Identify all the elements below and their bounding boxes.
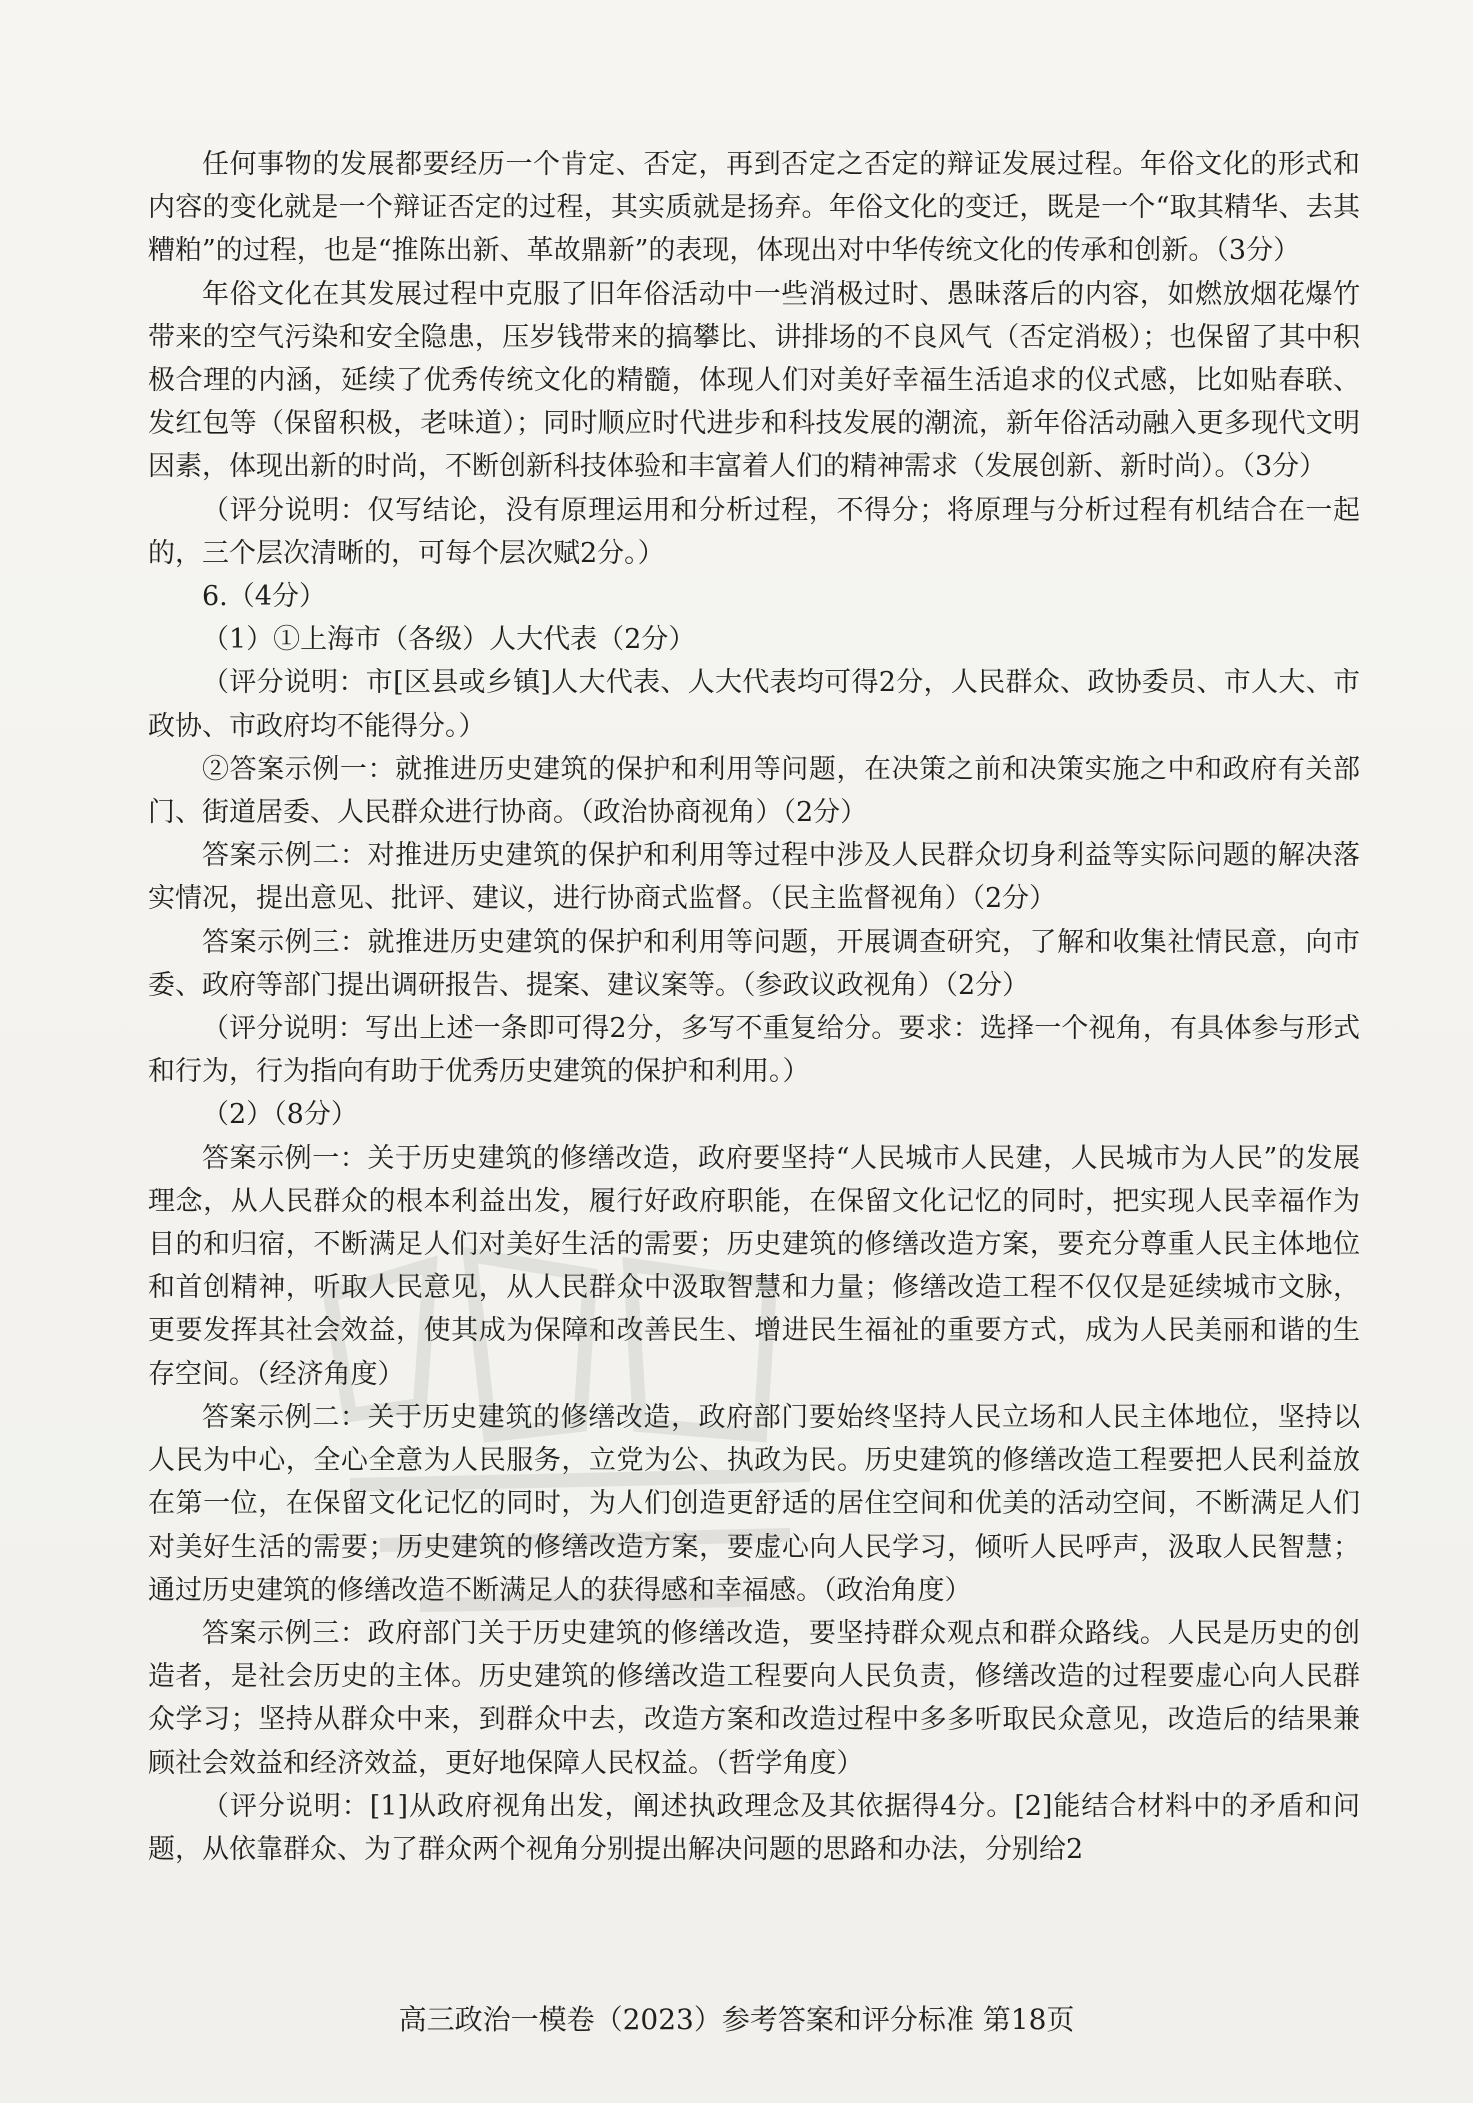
paragraph-example-two-political: 答案示例二：关于历史建筑的修缮改造，政府部门要始终坚持人民立场和人民主体地位，坚持以人民为中心，全心全意为人民服务，立党为公、执政为民。历史建筑的修缮改造工程要把人民利益放在第一位，在保留文化记忆的同时，为人们创造更舒适的居住空间和优美的活动空间，不断满足人们对美好生活的需要；历史建筑的修缮改造方案，要虚心向人民学习，倾听人民呼声，汲取人民智慧；通过历史建筑的修缮改造不断满足人的获得感和幸福感。（政治角度） <box>148 1401 1360 1606</box>
paragraph-example-two-democratic-supervision: 答案示例二：对推进历史建筑的保护和利用等过程中涉及人民群众切身利益等实际问题的解决落实情况，提出意见、批评、建议，进行协商式监督。（民主监督视角）（2分） <box>148 840 1360 915</box>
question-6-2-heading: （2）（8分） <box>202 1099 358 1131</box>
paragraph-scoring-note-6-2: （评分说明：[1]从政府视角出发，阐述执政理念及其依据得4分。[2]能结合材料中的矛盾和问题，从依靠群众、为了群众两个视角分别提出解决问题的思路和办法，分别给2 <box>148 1790 1360 1865</box>
question-6-heading: 6.（4分） <box>202 581 326 613</box>
paragraph-scoring-note-6-1-2: （评分说明：写出上述一条即可得2分，多写不重复给分。要求：选择一个视角，有具体参与形式和行为，行为指向有助于优秀历史建筑的保护和利用。） <box>148 1013 1360 1088</box>
paragraph-example-one-political-consultation: ②答案示例一：就推进历史建筑的保护和利用等问题，在决策之前和决策实施之中和政府有关部门、街道居委、人民群众进行协商。（政治协商视角）（2分） <box>148 753 1360 829</box>
paragraph-scoring-note-6-1: （评分说明：市[区县或乡镇]人大代表、人大代表均可得2分，人民群众、政协委员、市人大、市政协、市政府均不能得分。） <box>148 667 1360 742</box>
paragraph-example-three-philosophy: 答案示例三：政府部门关于历史建筑的修缮改造，要坚持群众观点和群众路线。人民是历史的创造者，是社会历史的主体。历史建筑的修缮改造工程要向人民负责，修缮改造的过程要虚心向人民群众学习；坚持从群众中来，到群众中去，改造方案和改造过程中多多听取民众意见，改造后的结果兼顾社会效益和经济效益，更好地保障人民权益。（哲学角度） <box>148 1617 1360 1779</box>
paragraph-example-one-economic: 答案示例一：关于历史建筑的修缮改造，政府要坚持“人民城市人民建，人民城市为人民”的发展理念，从人民群众的根本利益出发，履行好政府职能，在保留文化记忆的同时，把实现人民幸福作为目的和归宿，不断满足人们对美好生活的需要；历史建筑的修缮改造方案，要充分尊重人民主体地位和首创精神，听取人民意见，从人民群众中汲取智慧和力量；修缮改造工程不仅仅是延续城市文脉，更要发挥其社会效益，使其成为保障和改善民生、增进民生福祉的重要方式，成为人民美丽和谐的生存空间。（经济角度） <box>148 1142 1360 1390</box>
paragraph-new-year-custom-development: 年俗文化在其发展过程中克服了旧年俗活动中一些消极过时、愚昧落后的内容，如燃放烟花爆竹带来的空气污染和安全隐患，压岁钱带来的搞攀比、讲排场的不良风气（否定消极）；也保留了其中积极合理的内涵，延续了优秀传统文化的精髓，体现人们对美好幸福生活追求的仪式感，比如贴春联、发红包等（保留积极，老味道）；同时顺应时代进步和科技发展的潮流，新年俗活动融入更多现代文明因素，体现出新的时尚，不断创新科技体验和丰富着人们的精神需求（发展创新、新时尚）。（3分） <box>148 278 1360 483</box>
question-6-1-answer: （1）①上海市（各级）人大代表（2分） <box>202 624 696 656</box>
paragraph-dialectical-negation: 任何事物的发展都要经历一个肯定、否定，再到否定之否定的辩证发展过程。年俗文化的形式和内容的变化就是一个辩证否定的过程，其实质就是扬弃。年俗文化的变迁，既是一个“取其精华、去其糟粕”的过程，也是“推陈出新、革故鼎新”的表现，体现出对中华传统文化的传承和创新。（3分） <box>148 149 1360 267</box>
answer-content <box>148 143 1360 1871</box>
paragraph-scoring-note-5: （评分说明：仅写结论，没有原理运用和分析过程，不得分；将原理与分析过程有机结合在一起的，三个层次清晰的，可每个层次赋2分。） <box>148 494 1360 569</box>
page-footer: 高三政治一模卷（2023）参考答案和评分标准 第18页 <box>398 2003 1075 2036</box>
paragraph-example-three-participation: 答案示例三：就推进历史建筑的保护和利用等问题，开展调查研究，了解和收集社情民意，向市委、政府等部门提出调研报告、提案、建议案等。（参政议政视角）（2分） <box>148 926 1360 1001</box>
